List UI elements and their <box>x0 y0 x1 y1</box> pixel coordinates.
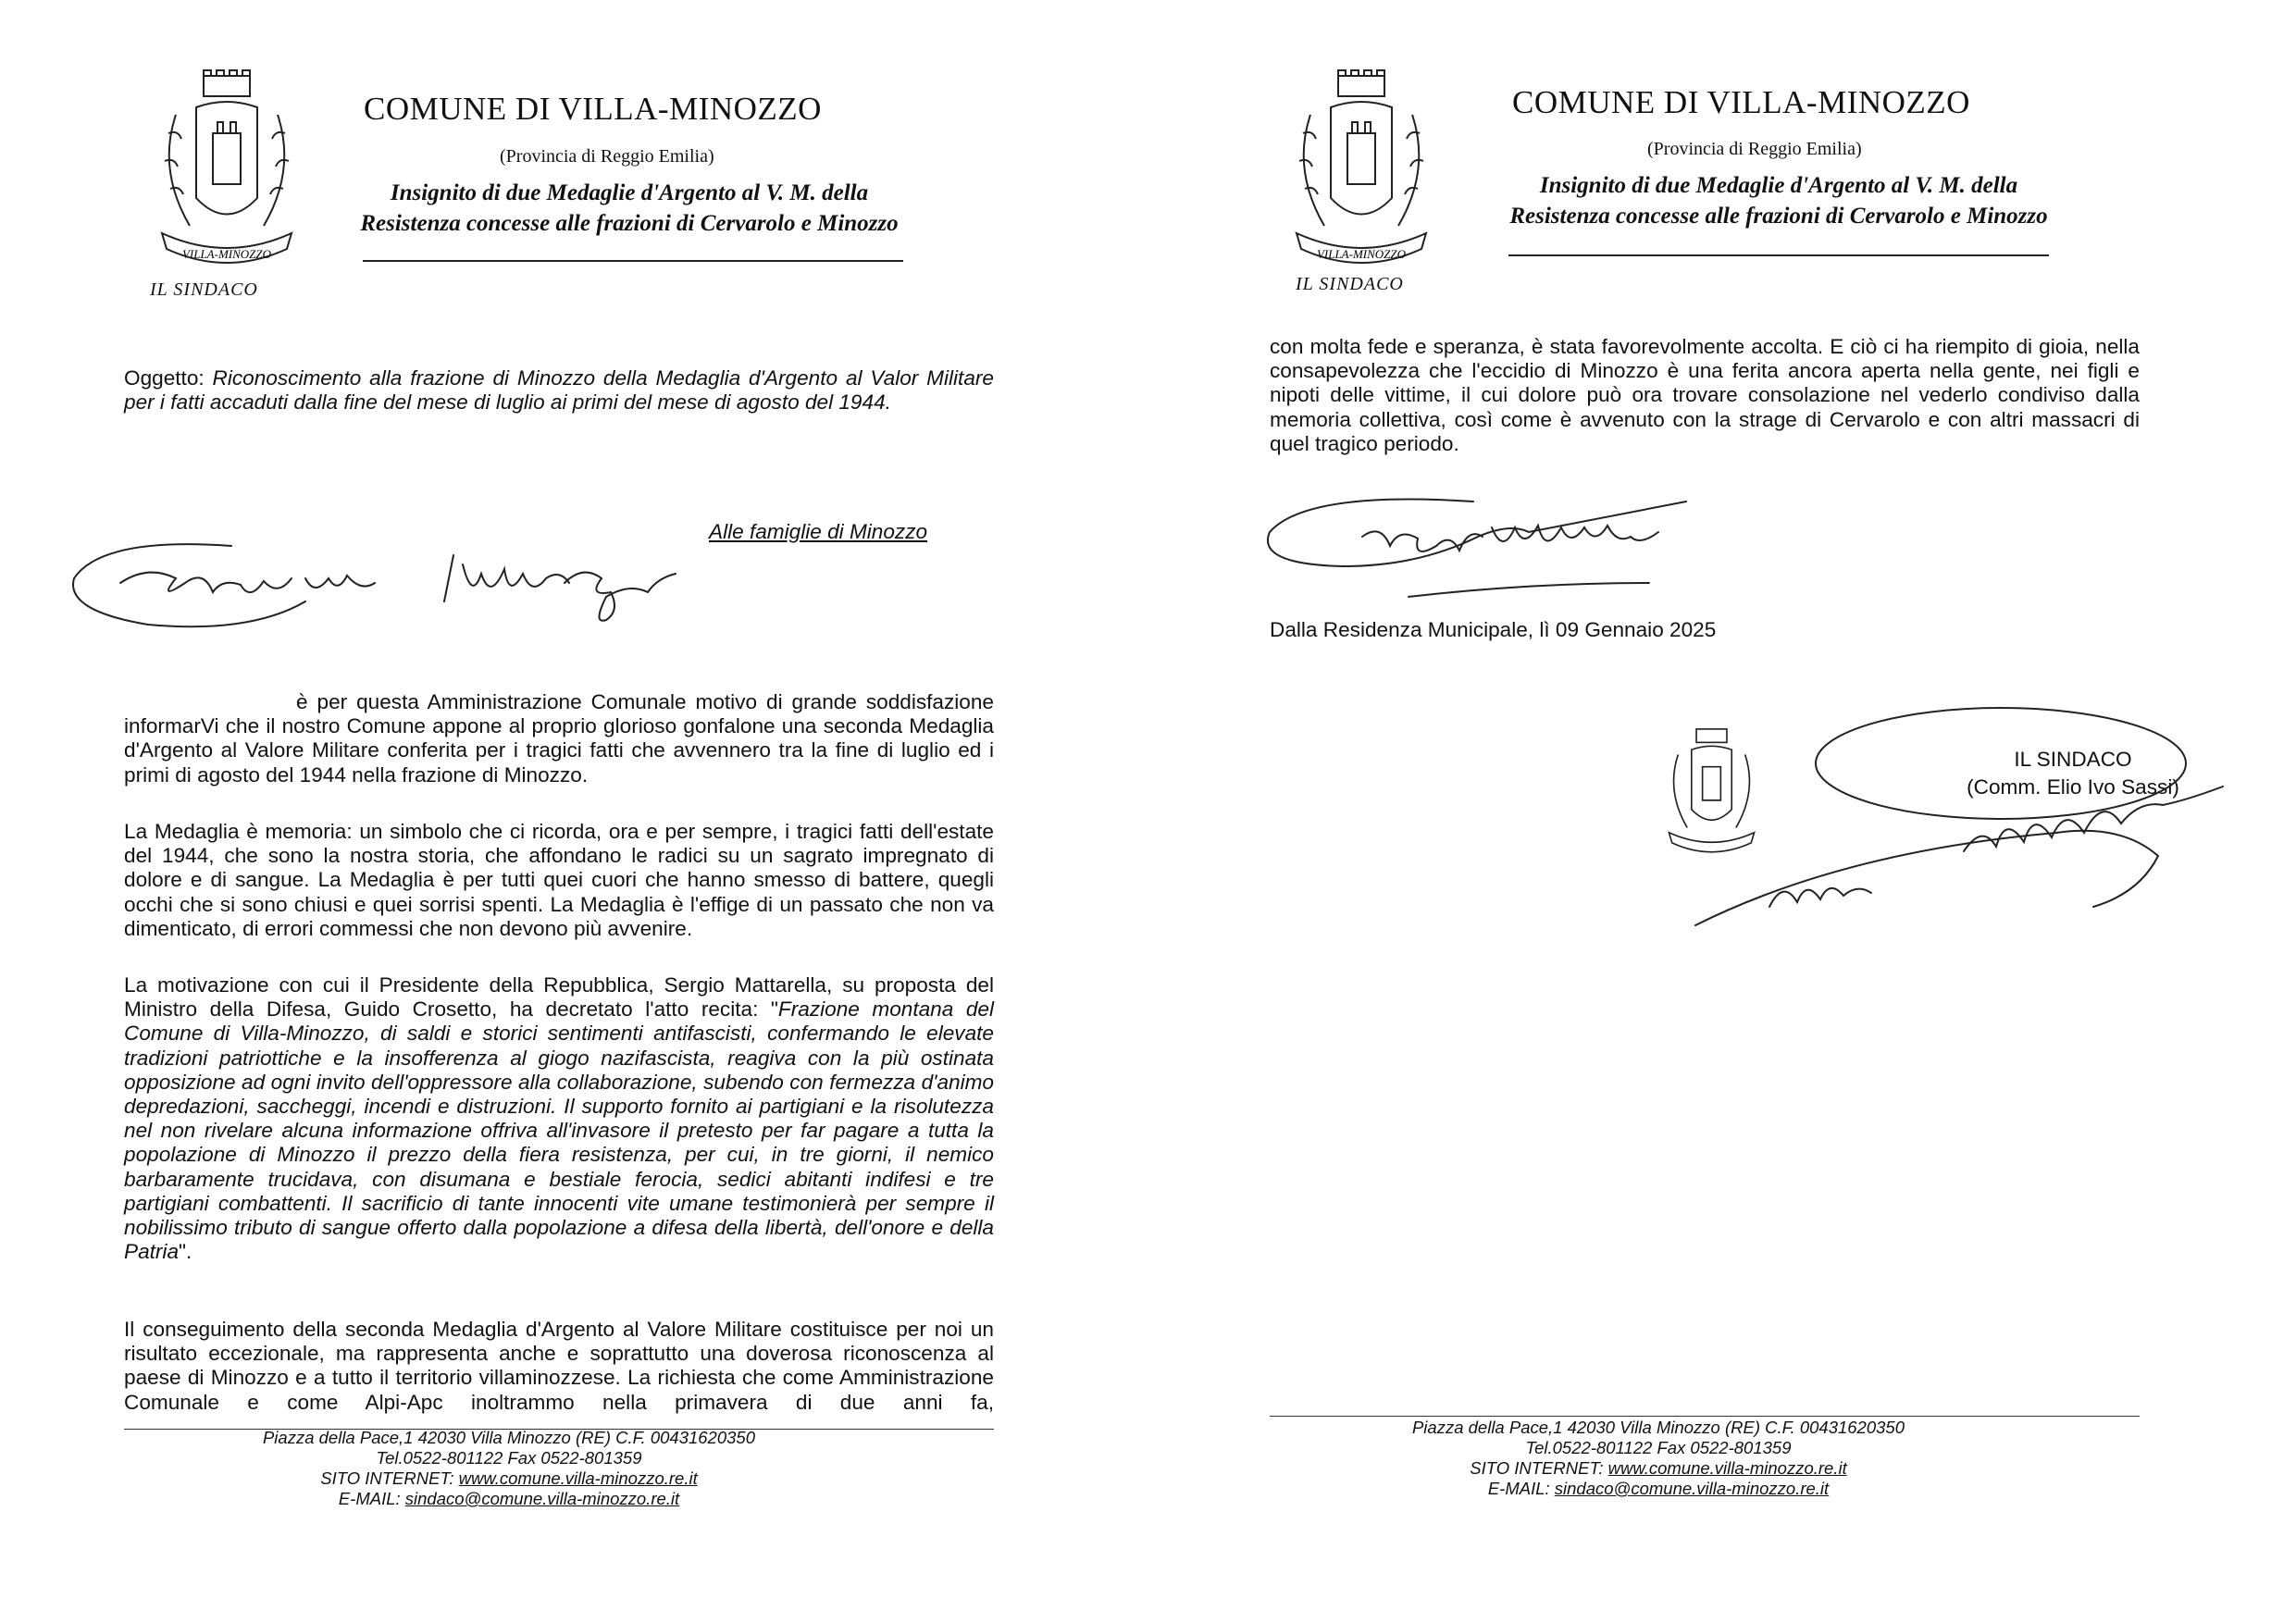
header-rule <box>363 260 903 262</box>
oggetto-text: Riconoscimento alla frazione di Minozzo della Medaglia d'Argento al Valor Militare per i fatti accaduti dalla fine del mese di luglio ai primi del mese di agosto del 1944. <box>124 366 994 415</box>
oggetto-block <box>124 366 994 415</box>
svg-text:VILLA-MINOZZO: VILLA-MINOZZO <box>1316 247 1407 261</box>
signatory-name: (Comm. Elio Ivo Sassi) <box>1967 775 2179 799</box>
handwritten-signature-regards <box>1251 481 1769 611</box>
paragraph-1: è per questa Amministrazione Comunale motivo di grande soddisfazione informarVi che il nostro Comune appone al proprio glorioso gonfalone una seconda Medaglia d'Argento al Valore Militare conferita per i tragici fatti che avvennero tra la fine di luglio ed i primi di agosto del 1944 nella frazione di Minozzo. <box>124 690 994 787</box>
signatory-title: IL SINDACO <box>2014 748 2132 771</box>
sindaco-label: IL SINDACO <box>150 279 258 300</box>
paragraph-2: La Medaglia è memoria: un simbolo che ci ricorda, ora e per sempre, i tragici fatti dell'estate del 1944, che sono la nostra storia, che affondano le radici su un sagrato impregnato di dolore e di sangue. La Medaglia è per tutti quei cuori che hanno smesso di battere, quegli occhi che si sono chiusi e quei sorrisi spenti. La Medaglia è l'effige di un passato che non va dimenticato, di errori commessi che non devono più avvenire. <box>124 820 994 940</box>
letter-page-2 <box>1140 0 2296 1623</box>
footer-email: E-MAIL: sindaco@comune.villa-minozzo.re.it <box>338 1489 680 1508</box>
footer-phone: Tel.0522-801122 Fax 0522-801359 <box>376 1448 642 1468</box>
paragraph-continuation: con molta fede e speranza, è stata favorevolmente accolta. E ciò ci ha riempito di gioia, nella consapevolezza che l'eccidio di Minozzo è una ferita ancora aperta nella gente, nei figli e nipoti delle vittime, il cui dolore può ora trovare consolazione nel vederlo condiviso dalla memoria collettiva, così come è avvenuto con la strage di Cervarolo e con altri massacri di quel tragico periodo. <box>1270 335 2140 455</box>
sindaco-label: IL SINDACO <box>1296 274 1404 294</box>
municipal-crest <box>1273 68 1449 272</box>
motto-line-1: Insignito di due Medaglie d'Argento al V. M. della <box>1539 173 2018 198</box>
medals-motto <box>333 178 925 239</box>
footer-address: Piazza della Pace,1 42030 Villa Minozzo (RE) C.F. 00431620350 <box>1411 1418 1905 1437</box>
province-subtitle: (Provincia di Reggio Emilia) <box>500 146 714 167</box>
email-link[interactable]: sindaco@comune.villa-minozzo.re.it <box>404 1489 680 1508</box>
handwritten-signature-cordial-greeting <box>65 527 713 666</box>
municipality-title: COMUNE DI VILLA-MINOZZO <box>364 91 822 127</box>
letter-page-1 <box>0 0 1140 1623</box>
footer-block <box>250 1428 768 1509</box>
motto-line-1: Insignito di due Medaglie d'Argento al V. M. della <box>390 180 869 205</box>
paragraph-4: Il conseguimento della seconda Medaglia d'Argento al Valore Militare costituisce per noi un risultato eccezionale, ma rappresenta anche e soprattutto una doverosa riconoscenza al paese di Minozzo e a tutto il territorio villaminozzese. La richiesta che come Amministrazione Comunale e come Alpi-Apc inoltrammo nella primavera di due anni fa, <box>124 1318 994 1414</box>
email-link[interactable]: sindaco@comune.villa-minozzo.re.it <box>1554 1479 1830 1498</box>
motivation-citation: Frazione montana del Comune di Villa-Minozzo, di saldi e storici sentimenti antifascisti, confermando le elevate tradizioni patriottiche e la insofferenza al giogo nazifascista, reagiva con la più ostinata opposizione ad ogni invito dell'oppressore alla collaborazione, subendo con fermezza d'animo depredazioni, saccheggi, incendi e distruzioni. Il supporto fornito ai partigiani e la risolutezza nel non rivelare alcuna informazione offriva all'invasore il pretesto per far pagare a tutta la popolazione di Minozzo il prezzo della fiera resistenza, per cui, in tre giorni, il nemico barbaramente trucidava, con disumana e bestiale ferocia, sedici abitanti indifesi e tre partigiani combattenti. Il sacrificio di tante innocenti vite umane testimonierà per sempre il nobilissimo tributo di sangue offerto dalla popolazione a difesa della libertà, dell'onore e della Patria <box>124 997 994 1264</box>
motto-line-2: Resistenza concesse alle frazioni di Cervarolo e Minozzo <box>360 211 899 236</box>
oggetto-label: Oggetto: <box>124 366 205 390</box>
crest-icon <box>1273 68 1449 272</box>
municipal-crest <box>139 68 315 272</box>
footer-rule <box>1270 1416 2140 1417</box>
municipality-title: COMUNE DI VILLA-MINOZZO <box>1512 84 1970 120</box>
crest-icon <box>139 68 315 272</box>
paragraph-3 <box>124 973 994 1264</box>
medals-motto <box>1483 170 2075 231</box>
footer-block <box>1399 1418 1917 1499</box>
website-link[interactable]: www.comune.villa-minozzo.re.it <box>458 1468 698 1488</box>
date-line: Dalla Residenza Municipale, lì 09 Gennaio 2025 <box>1270 618 1717 641</box>
mayor-handwritten-signature <box>1658 694 2232 953</box>
footer-site: SITO INTERNET: www.comune.villa-minozzo.re.it <box>320 1468 698 1488</box>
header-rule <box>1508 254 2049 256</box>
footer-site: SITO INTERNET: www.comune.villa-minozzo.re.it <box>1470 1458 1847 1478</box>
footer-address: Piazza della Pace,1 42030 Villa Minozzo (RE) C.F. 00431620350 <box>262 1428 756 1447</box>
paragraph-3-close: ". <box>179 1240 192 1264</box>
website-link[interactable]: www.comune.villa-minozzo.re.it <box>1607 1458 1847 1478</box>
footer-phone: Tel.0522-801122 Fax 0522-801359 <box>1525 1438 1792 1457</box>
footer-email: E-MAIL: sindaco@comune.villa-minozzo.re.it <box>1487 1479 1830 1498</box>
province-subtitle: (Provincia di Reggio Emilia) <box>1647 139 1862 159</box>
paragraph-3-intro: La motivazione con cui il Presidente della Repubblica, Sergio Mattarella, su proposta del Ministro della Difesa, Guido Crosetto, ha decretato l'atto recita: " <box>124 973 994 1022</box>
svg-text:VILLA-MINOZZO: VILLA-MINOZZO <box>181 247 272 261</box>
motto-line-2: Resistenza concesse alle frazioni di Cervarolo e Minozzo <box>1509 204 2048 229</box>
recipient-line: Alle famiglie di Minozzo <box>709 520 928 543</box>
